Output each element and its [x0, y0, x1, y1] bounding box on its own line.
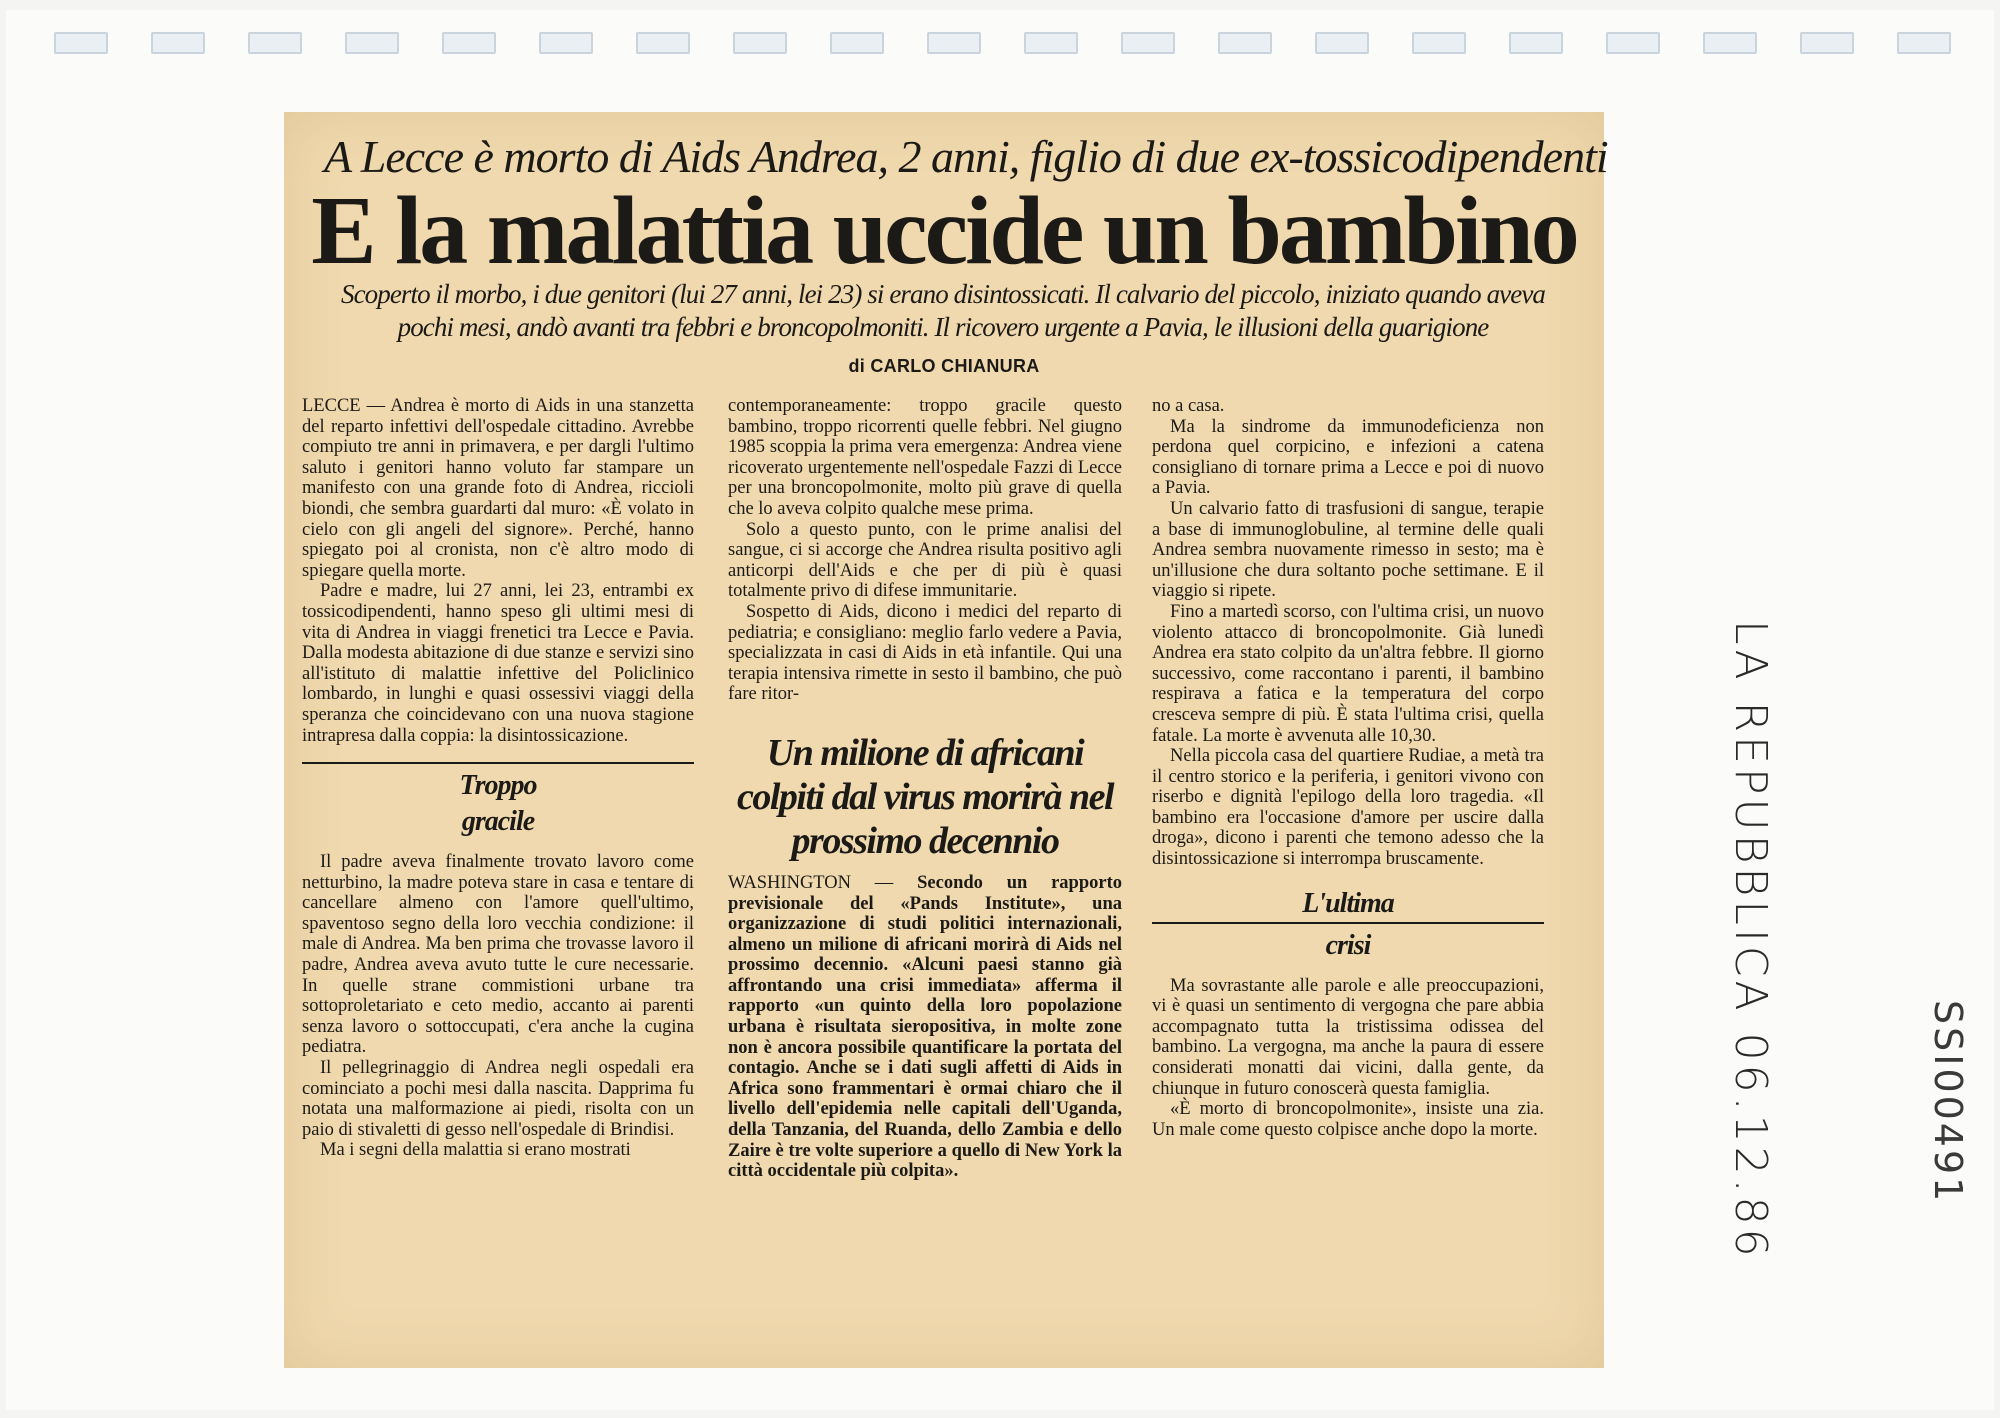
binder-hole [733, 32, 787, 54]
sidebar-headline: Un milione di africani colpiti dal virus morirà nel prossimo decennio [736, 731, 1114, 862]
section-subheading [1152, 886, 1544, 964]
divider [1152, 922, 1544, 924]
subheading-line: gracile [461, 806, 535, 838]
binder-hole [830, 32, 884, 54]
sidebar-dateline: WASHINGTON — [728, 872, 894, 893]
binder-hole [636, 32, 690, 54]
paragraph: Il pellegrinaggio di Andrea negli ospedali era cominciato a pochi mesi dalla nascita. Dapprima fu notata una malformazione ai piedi, risolta con un paio di stivaletti di gesso nell'ospedale di Brindisi. [302, 1058, 694, 1140]
paragraph: Sospetto di Aids, dicono i medici del reparto di pediatria; e consigliano: meglio farlo vedere a Pavia, specializzata in casi di Aids in età infantile. Qui una terapia intensiva rimette in sesto il bambino, che può fare ritor- [728, 601, 1122, 705]
binder-hole [539, 32, 593, 54]
binder-hole [1024, 32, 1078, 54]
archive-code-text: SSI00491 [1926, 1000, 1970, 1205]
paragraph: Nella piccola casa del quartiere Rudiae, a metà tra il centro storico e la periferia, i genitori vivono con riserbo e dignità l'epilogo della loro tragedia. «Il bambino era l'occasione d'amore per uscire dalla droga», dicono i parenti che temono adesso che la disintossicazione si interrompa bruscamente. [1152, 746, 1544, 870]
binder-hole [1800, 32, 1854, 54]
binder-hole [248, 32, 302, 54]
binder-hole [927, 32, 981, 54]
paragraph: Ma la sindrome da immunodeficienza non perdona quel corpicino, e infezioni a catena consigliano di tornare prima a Lecce e poi di nuovo a Pavia. [1152, 416, 1544, 499]
subheading-line: Troppo [459, 770, 537, 802]
binder-hole [1315, 32, 1369, 54]
binder-hole [1412, 32, 1466, 54]
binder-holes [54, 32, 1954, 62]
binder-hole [1606, 32, 1660, 54]
paragraph: Ma i segni della malattia si erano mostrati [320, 1140, 631, 1161]
article-column-1 [302, 396, 694, 1161]
paragraph: Il padre aveva finalmente trovato lavoro come netturbino, la madre poteva stare in casa e tentare di cancellare almeno con l'amore quell'ultimo, spaventoso segno della loro vecchia condizione: il male di Andrea. Ma ben prima che trovasse lavoro il padre, Andrea aveva avuto tutte le cure necessarie. In quelle strane commistioni urbane tra sottoproletariato e ceto medio, accanto ai parenti senza lavoro o sottoccupati, c'era anche la cugina pediatra. [302, 852, 694, 1058]
article-kicker: A Lecce è morto di Aids Andrea, 2 anni, figlio di due ex-tossicodipendenti [324, 131, 1608, 182]
binder-hole [345, 32, 399, 54]
archive-code-stamp [1926, 1000, 1970, 1205]
source-date-text: LA REPUBBLICA 06.12.86 [1725, 620, 1776, 1261]
binder-hole [1509, 32, 1563, 54]
sidebar-text: Secondo un rapporto previsionale del «Pands Institute», una organizzazione di studi politici internazionali, almeno un milione di africani morirà di Aids nel prossimo decennio. «Alcuni paesi stanno già affrontando una crisi immediata» afferma il rapporto «un quinto della loro popolazione urbana è risultata sieropositiva, in molte zone non è ancora possibile quantificare la portata del contagio. Anche se i dati sugli affetti di Aids in Africa sono frammentari è ormai chiaro che il livello dell'epidemia nelle capitali dell'Uganda, della Tanzania, del Ruanda, dello Zambia e dello Zaire è tre volte superiore a quello di New York la città occidentale più colpita». [728, 872, 1122, 1182]
article-byline: di CARLO CHIANURA [848, 356, 1040, 376]
newspaper-clipping [284, 112, 1608, 1368]
binder-hole [442, 32, 496, 54]
paragraph: Ma sovrastante alle parole e alle preoccupazioni, vi è quasi un sentimento di vergogna che pare abbia accompagnato tutta la tristissima odissea del bambino. La vergogna, ma anche la paura di essere considerati monatti dai vicini, dalla gente, da chiunque in futuro conoscerà questa famiglia. [1152, 975, 1544, 1099]
paragraph: «È morto di broncopolmonite», insiste una zia. Un male come questo colpisce anche dopo la morte. [1152, 1099, 1544, 1140]
binder-hole [1218, 32, 1272, 54]
article-headline: E la malattia uccide un bambino [311, 177, 1577, 285]
paragraph: Padre e madre, lui 27 anni, lei 23, entrambi ex tossicodipendenti, hanno speso gli ultimi mesi di vita di Andrea in viaggi frenetici tra Lecce e Pavia. Dalla modesta abitazione di due stanze e servizi sino all'istituto di malattie infettive del Policlinico lombardo, in lunghi e quasi ossessivi viaggi della speranza che coincidevano con una nuova stagione intrapresa dalla coppia: la disintossicazione. [302, 581, 694, 746]
binder-hole [1703, 32, 1757, 54]
subheading-line: L'ultima [1302, 887, 1394, 919]
paragraph: contemporaneamente: troppo gracile questo bambino, troppo ricorrenti quelle febbri. Nel giugno 1985 scoppia la prima vera emergenza: Andrea viene ricoverato urgentemente nell'ospedale Fazzi di Lecce per una broncopolmonite, molto più grave di quella che lo aveva colpito qualche mese prima. [728, 396, 1122, 519]
binder-hole [54, 32, 108, 54]
divider [302, 762, 694, 764]
paragraph: Solo a questo punto, con le prime analisi del sangue, ci si accorge che Andrea risulta positivo agli anticorpi dell'Aids e che per di più è quasi totalmente privo di difese immunitarie. [728, 519, 1122, 602]
binder-hole [1897, 32, 1951, 54]
handwritten-source-note [1712, 620, 1776, 1261]
binder-hole [151, 32, 205, 54]
article-column-3 [1152, 396, 1544, 1140]
paragraph: Fino a martedì scorso, con l'ultima crisi, un nuovo violento attacco di broncopolmonite. Già lunedì Andrea era stato colpito da un'altra febbre. Il giorno successivo, come raccontano i parenti, il bambino respirava a fatica e la temperatura del corpo cresceva sempre di più. È stata l'ultima crisi, quella fatale. La morte è avvenuta alle 10,30. [1152, 601, 1544, 746]
article-subhead: Scoperto il morbo, i due genitori (lui 27 anni, lei 23) si erano disintossicati. Il calvario del piccolo, iniziato quando aveva pochi mesi, andò avanti tra febbri e broncopolmoniti. Il ricovero urgente a Pavia, le illusioni della guarigione [340, 279, 1546, 342]
article-column-2 [728, 396, 1122, 1182]
section-subheading [302, 762, 694, 840]
sidebar-body [728, 873, 1122, 1182]
paragraph: Un calvario fatto di trasfusioni di sangue, terapie a base di immunoglobuline, al termine delle quali Andrea sembra nuovamente rimesso in sesto; ma è un'illusione che dura soltanto poche settimane. E il viaggio si ripete. [1152, 498, 1544, 602]
paragraph: no a casa. [1152, 396, 1225, 416]
binder-hole [1121, 32, 1175, 54]
subheading-line: crisi [1325, 929, 1371, 961]
paragraph: LECCE — Andrea è morto di Aids in una stanzetta del reparto infettivi dell'ospedale cittadino. Avrebbe compiuto tre anni in primavera, e per dargli l'ultimo saluto i genitori hanno voluto far stampare un manifesto con una grande foto di Andrea, riccioli biondi, che sembra guardarti dal muro: «È volato in cielo con gli angeli del signore». Perché, hanno spiegato poi al cronista, non c'è altro modo di spiegare quella morte. [302, 396, 694, 581]
